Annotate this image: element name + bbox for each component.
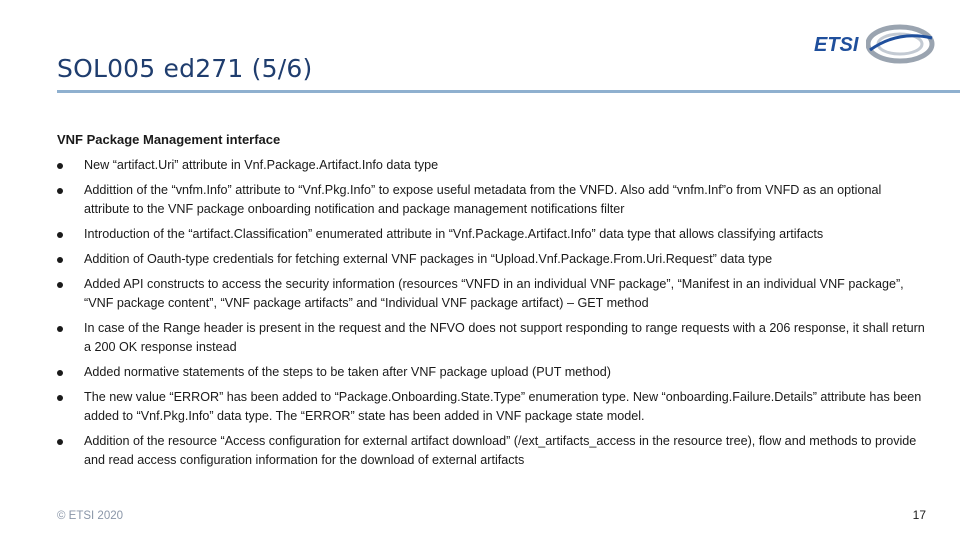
list-item: [57, 363, 927, 382]
list-item: [57, 181, 927, 219]
list-item: [57, 250, 927, 269]
bullet-text: New “artifact.Uri” attribute in Vnf.Package.Artifact.Info data type: [84, 158, 439, 172]
bullet-text: Addittion of the “vnfm.Info” attribute to “Vnf.Pkg.Info” to expose useful metadata from the VNFD. Also add “vnfm.Inf”o from VNFD as an optional attribute to the VNF package onboarding notification and package management notifications filter: [84, 183, 882, 216]
list-item: [57, 156, 927, 175]
bullet-dot-icon: [57, 370, 63, 376]
bullet-text: Addition of the resource “Access configuration for external artifact download” (/ext_artifacts_access in the resource tree), flow and methods to provide and read access configuration information for the download of external artifacts: [84, 434, 917, 467]
list-item: [57, 225, 927, 244]
bullet-dot-icon: [57, 232, 63, 238]
logo-text: ETSI: [814, 34, 859, 56]
bullet-dot-icon: [57, 439, 63, 445]
bullet-dot-icon: [57, 395, 63, 401]
list-item: [57, 388, 927, 426]
bullet-dot-icon: [57, 326, 63, 332]
bullet-dot-icon: [57, 282, 63, 288]
bullet-dot-icon: [57, 188, 63, 194]
bullet-text: Added API constructs to access the security information (resources “VNFD in an individual VNF package”, “Manifest in an individual VNF package”, “VNF package content”, “VNF package artifacts” and “Individual VNF package artifact) – GET method: [84, 277, 904, 310]
list-item: [57, 275, 927, 313]
copyright-footer: © ETSI 2020: [57, 510, 124, 522]
bullet-dot-icon: [57, 163, 63, 169]
bullet-text: In case of the Range header is present in the request and the NFVO does not support responding to range requests with a 206 response, it shall return a 200 OK response instead: [84, 321, 925, 354]
bullet-text: The new value “ERROR” has been added to “Package.Onboarding.State.Type” enumeration type. New “onboarding.Failure.Details” attribute has been added to “Vnf.Pkg.Info” data type. The “ERROR” state has been added in VNF package state model.: [84, 390, 922, 423]
list-item: [57, 319, 927, 357]
bullet-text: Added normative statements of the steps to be taken after VNF package upload (PUT method): [84, 365, 611, 379]
page-number: 17: [912, 508, 926, 522]
section-heading: VNF Package Management interface: [57, 132, 281, 147]
bullet-list: [57, 156, 927, 476]
etsi-logo: [808, 20, 938, 68]
list-item: [57, 432, 927, 470]
slide-title: SOL005 ed271 (5/6): [57, 54, 313, 83]
globe-icon: [868, 27, 932, 61]
bullet-text: Introduction of the “artifact.Classification” enumerated attribute in “Vnf.Package.Artifact.Info” data type that allows classifying artifacts: [84, 227, 824, 241]
bullet-dot-icon: [57, 257, 63, 263]
title-underline: [57, 90, 960, 93]
bullet-text: Addition of Oauth-type credentials for fetching external VNF packages in “Upload.Vnf.Package.From.Uri.Request” data type: [84, 252, 773, 266]
